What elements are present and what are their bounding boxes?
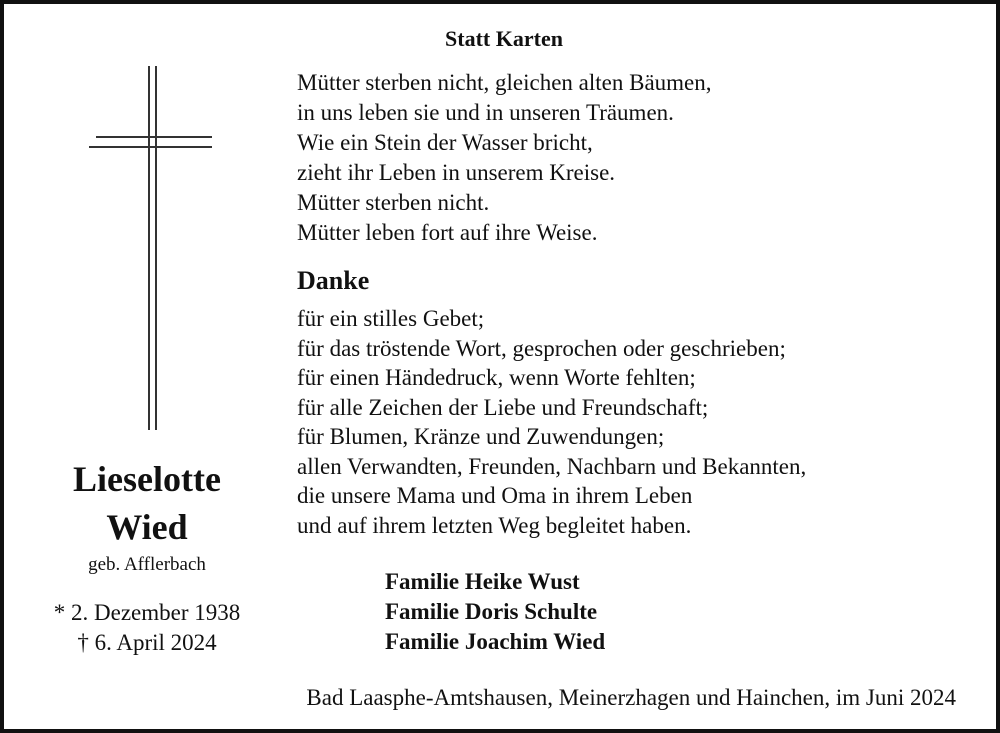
thanks-line: für einen Händedruck, wenn Worte fehlten; <box>297 365 696 390</box>
header-title: Statt Karten <box>445 26 563 51</box>
birth-date: * 2. Dezember 1938 <box>53 600 241 625</box>
thanks-title: Danke <box>297 266 370 295</box>
poem-line: in uns leben sie und in unseren Träumen. <box>297 100 674 125</box>
poem-line: Mütter sterben nicht, gleichen alten Bäumen, <box>297 70 712 95</box>
family-name: Familie Doris Schulte <box>385 599 598 624</box>
deceased-first-name: Lieselotte <box>73 459 221 499</box>
thanks-line: allen Verwandten, Freunden, Nachbarn und Bekannten, <box>297 453 807 479</box>
deceased-birth-name: geb. Afflerbach <box>88 554 206 575</box>
thanks-line: für ein stilles Gebet; <box>297 306 485 331</box>
thanks-line: für Blumen, Kränze und Zuwendungen; <box>297 424 665 449</box>
poem-line: Wie ein Stein der Wasser bricht, <box>297 130 593 155</box>
thanks-text <box>297 304 806 540</box>
poem-line: Mütter sterben nicht. <box>297 190 490 215</box>
cross-icon <box>84 64 224 444</box>
deceased-last-name: Wied <box>106 507 188 547</box>
thanks-line: und auf ihrem letzten Weg begleitet haben. <box>297 512 692 538</box>
poem-line: Mütter leben fort auf ihre Weise. <box>297 220 598 245</box>
thanks-line: für das tröstende Wort, gesprochen oder geschrieben; <box>297 335 786 361</box>
family-name: Familie Joachim Wied <box>385 629 606 654</box>
family-name: Familie Heike Wust <box>385 569 580 594</box>
poem-line: zieht ihr Leben in unserem Kreise. <box>297 160 616 185</box>
thanks-line: die unsere Mama und Oma in ihrem Leben <box>297 483 693 508</box>
poem <box>297 68 712 248</box>
thanks-line: für alle Zeichen der Liebe und Freundschaft; <box>297 394 709 420</box>
death-date: † 6. April 2024 <box>77 630 217 655</box>
footer-place-date: Bad Laasphe-Amtshausen, Meinerzhagen und Hainchen, im Juni 2024 <box>306 685 956 710</box>
families-list <box>385 567 605 657</box>
